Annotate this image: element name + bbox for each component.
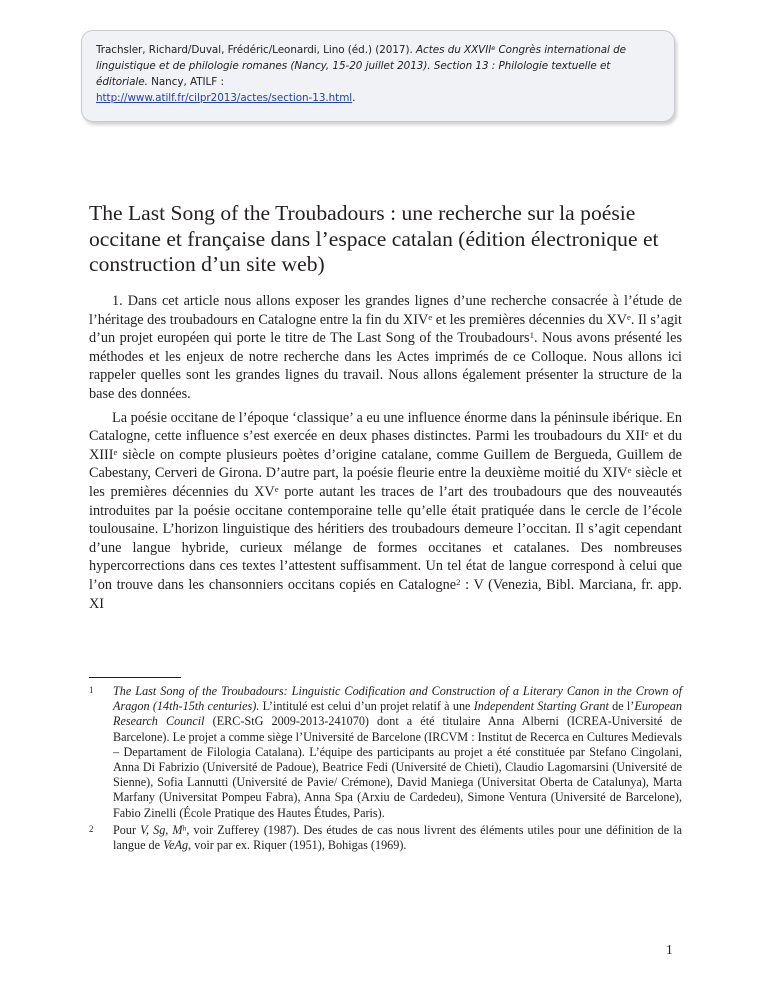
- footnote-number: 2: [89, 823, 94, 834]
- footnote-2: 2 Pour V, Sg, $M^h$, voir Zufferey (1987). Des études de cas nous livrent des éléments utiles pour une définition de la langue de VeAg, voir par ex. Riquer (1951), Bohigas (1969).: [89, 822, 682, 853]
- footnote-ref-2[interactable]: 2: [456, 576, 461, 587]
- citation-publisher: Nancy, ATILF :: [151, 76, 224, 88]
- footnote-number: 1: [89, 685, 94, 695]
- paragraph-1: 1. Dans cet article nous allons exposer les grandes lignes d’une recherche consacrée à l’étude de l’héritage des troubadours en Catalogne entre la fin du XIVe et les premières décennies du XVe. Il s’agit d’un projet européen qui porte le titre de The Last Song of the Troubadours$^1$. Nous avons présenté les méthodes et les enjeux de notre recherche dans les Actes imprimés de ce Colloque. Nous allons ici rappeler quelles sont les grandes lignes du travail. Nous allons également présenter la structure de la base des données.: [89, 293, 682, 402]
- footnote-ref-1[interactable]: 1: [529, 330, 535, 341]
- citation-authors: Trachsler, Richard/Duval, Frédéric/Leonardi, Lino (éd.) (2017).: [96, 44, 413, 56]
- paragraph-2: La poésie occitane de l’époque ‘classique’ a eu une influence énorme dans la péninsule ibérique. En Catalogne, cette influence s’est exercée en deux phases distinctes. Parmi les troubadours du XIIe et du XIIIe siècle on compte plusieurs poètes d’origine catalane, comme Guillem de Bergueda, Guillem de Cabestany, Cerveri de Girona. D’autre part, la poésie fleurie entre la deuxième moitié du XIVe siècle et les premières décennies du XVe porte autant les traces de l’art des troubadours que des nouveautés introduites par la poésie occitane contemporaine telle qu’elle était pratiquée dans le cercle de l’école toulousaine. L’horizon linguistique des héritiers des troubadours demeure l’occitan. Il s’agit cependant d’une langue hybride, curieux mélange de formes occitanes et catalanes. Des nombreuses hypercorrections dans ces textes l’attestent suffisamment. Un tel état de langue correspond à celui que l’on trouve dans les chansonniers occitans copiés en Catalogne$^2$ : V (Venezia, Bibl. Marciana, fr. app. XI: [89, 409, 682, 612]
- footnote-1: 1 The Last Song of the Troubadours: Linguistic Codification and Construction of a Literary Canon in the Crown of Aragon (14th-15th centuries). L’intitulé est celui d’un projet relatif à une Independent Starting Grant de l’European Research Council (ERC-StG 2009-2013-241070) dont a été titulaire Anna Alberni (ICREA-Université de Barcelone). Le projet a comme siège l’Université de Barcelone (IRCVM : Institut de Recerca en Cultures Medievals – Departament de Filologia Catalana). L’équipe des participants au projet a été constituée par Stefano Cingolani, Anna Di Fabrizio (Université de Padoue), Beatrice Fedi (Université de Chieti), Claudio Lagomarsini (Université de Sienne), Sofia Lannutti (Université de Pavie/ Crémone), David Maniega (Universitat Oberta de Catalunya), Marta Marfany (Universitat Pompeu Fabra), Anna Spa (Arxiu de Cardedeu), Simone Ventura (Université de Barcelone), Fabio Zinelli (École Pratique des Hautes Études, Paris).: [89, 684, 682, 820]
- citation-box: Trachsler, Richard/Duval, Frédéric/Leonardi, Lino (éd.) (2017). Actes du XXVIIe Congrès international de linguistique et de philologie romanes (Nancy, 15-20 juillet 2013). Section 13 : Philologie textuelle et éditoriale. Nancy, ATILF : http://www.atilf.fr/cilpr2013/actes/section-13.html.: [81, 30, 675, 122]
- citation-url-link[interactable]: http://www.atilf.fr/cilpr2013/actes/section-13.html: [96, 92, 353, 104]
- article-title: The Last Song of the Troubadours : une recherche sur la poésie occitane et française dans l’espace catalan (édition électronique et construction d’un site web): [89, 201, 659, 276]
- article-body: [89, 292, 682, 618]
- footnotes: [89, 684, 682, 855]
- citation-title-sup: e: [491, 44, 496, 53]
- citation-title: Actes du XXVIIe Congrès international de linguistique et de philologie romanes (Nancy, 15-20 juillet 2013). Section 13 : Philologie textuelle et éditoriale.: [96, 44, 627, 88]
- page-number: 1: [666, 942, 673, 957]
- footnote-separator: [89, 677, 181, 678]
